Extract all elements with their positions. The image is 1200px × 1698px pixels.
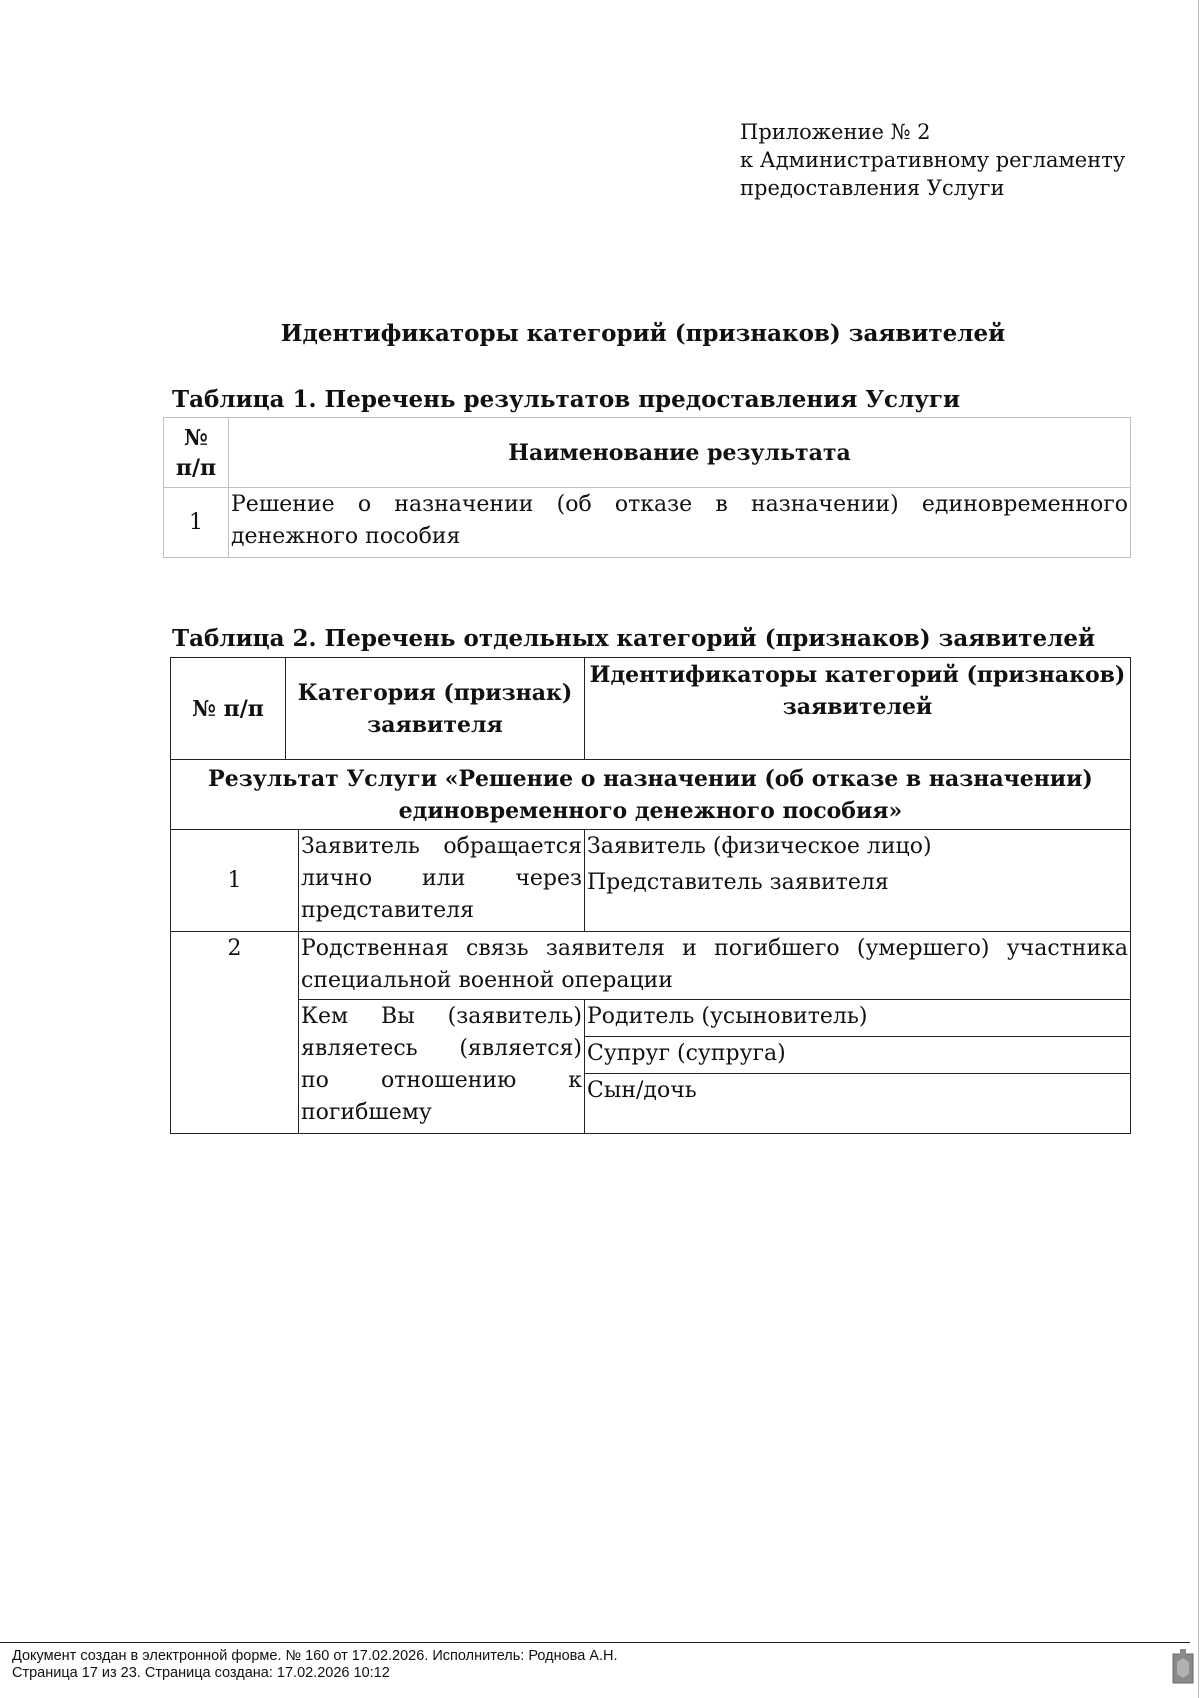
table-row [171, 932, 1131, 1000]
page-edge [1198, 0, 1199, 1698]
row-number: 1 [164, 488, 229, 558]
row-number: 1 [171, 830, 299, 932]
table-header-row [171, 658, 1131, 760]
identifier-item: Представитель заявителя [587, 870, 889, 895]
identifier-item: Родитель (усыновитель) [585, 1000, 1131, 1037]
footer [12, 1648, 618, 1682]
footer-line-2: Страница 17 из 23. Страница создана: 17.02.2026 10:12 [12, 1665, 390, 1681]
row-question: Кем Вы (заявитель) являетесь (является) по отношению к погибшему [299, 1000, 585, 1134]
table-row [164, 488, 1131, 558]
table2-caption: Таблица 2. Перечень отдельных категорий (признаков) заявителей [172, 625, 1096, 652]
row-category: Заявитель обращается лично или через представителя [299, 830, 585, 932]
identifier-item: Заявитель (физическое лицо) [587, 834, 932, 859]
header-category: Категория (признак) заявителя [286, 658, 585, 760]
header-number-line-2: п/п [175, 454, 217, 481]
footer-divider [0, 1642, 1190, 1643]
row-identifiers [585, 830, 1131, 932]
identifier-item: Супруг (супруга) [585, 1037, 1131, 1074]
table1-caption: Таблица 1. Перечень результатов предоставления Услуги [172, 386, 961, 413]
appendix-note [740, 118, 1160, 202]
appendix-line-2: к Административному регламенту [740, 148, 1126, 172]
row-result-text: Решение о назначении (об отказе в назначении) единовременного денежного пособия [229, 488, 1131, 558]
footer-line-1: Документ создан в электронной форме. № 160 от 17.02.2026. Исполнитель: Роднова А.Н. [12, 1648, 618, 1664]
table-row [171, 1000, 1131, 1037]
header-number [164, 418, 229, 488]
results-table [163, 417, 1131, 558]
document-title: Идентификаторы категорий (признаков) заявителей [280, 320, 1006, 347]
row-number: 2 [171, 932, 299, 1134]
row-category: Родственная связь заявителя и погибшего (умершего) участника специальной военной операции [299, 932, 1131, 1000]
section-row [171, 760, 1131, 830]
header-number-line-1: № [184, 424, 208, 451]
appendix-line-1: Приложение № 2 [740, 120, 931, 144]
identifier-item: Сын/дочь [585, 1074, 1131, 1134]
table-header-row [164, 418, 1131, 488]
header-identifiers: Идентификаторы категорий (признаков) заявителей [585, 658, 1131, 760]
appendix-line-3: предоставления Услуги [740, 176, 1005, 200]
section-title: Результат Услуги «Решение о назначении (об отказе в назначении) единовременного денежного пособия» [171, 760, 1131, 830]
header-number: № п/п [171, 658, 286, 760]
seal-icon [1172, 1648, 1194, 1684]
header-result-name: Наименование результата [229, 418, 1131, 488]
categories-table [170, 657, 1131, 1134]
table-row [171, 830, 1131, 932]
